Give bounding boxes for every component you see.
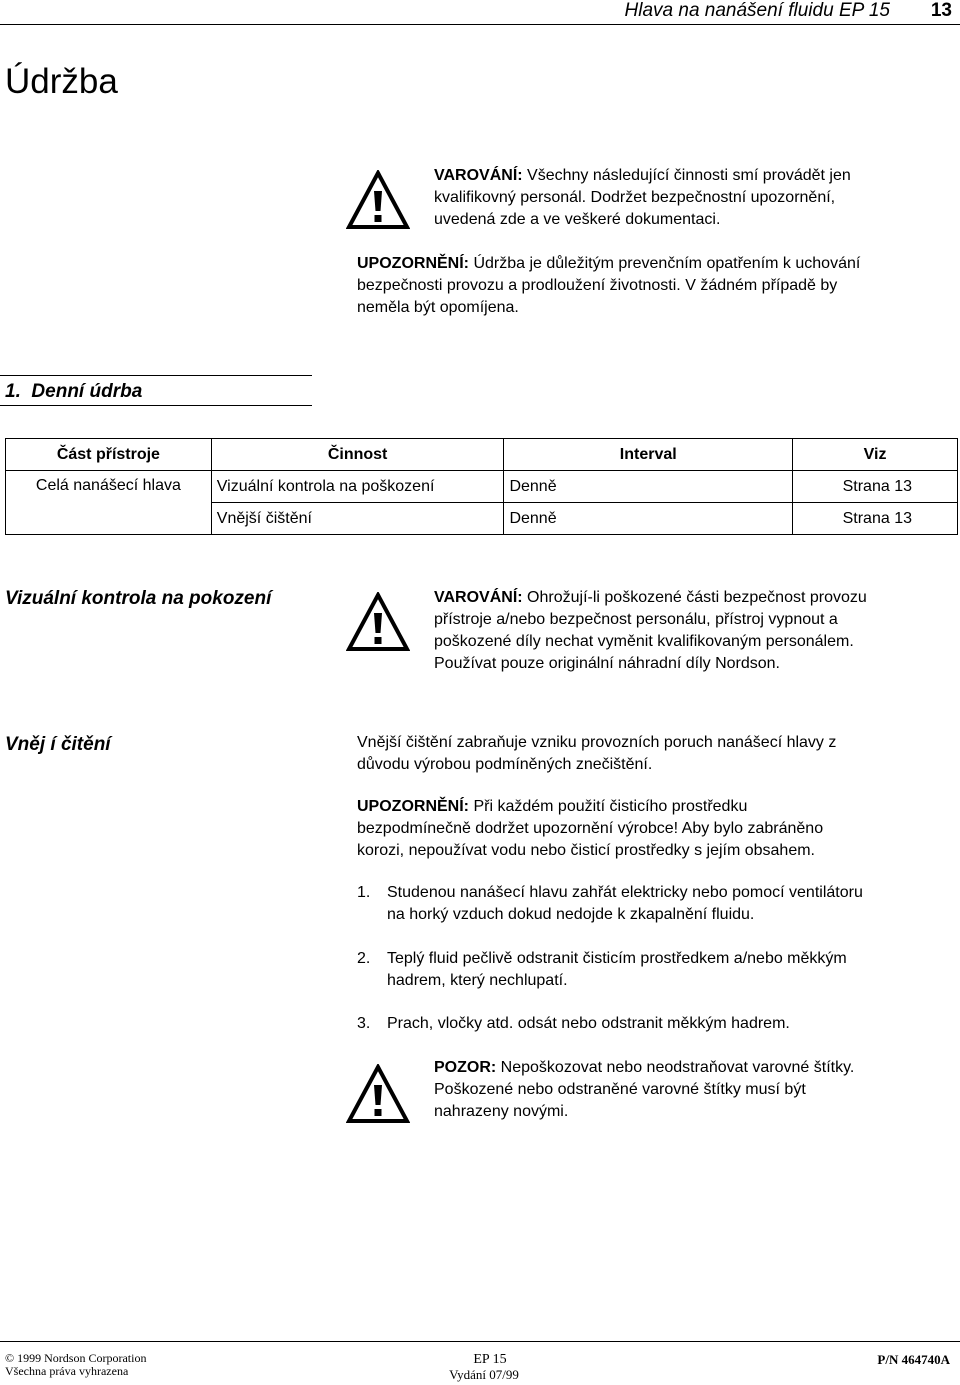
warning-triangle-icon xyxy=(346,592,410,652)
running-header-title: Hlava na nanášení fluidu EP 15 xyxy=(624,0,890,21)
footer-part-number: P/N 464740A xyxy=(877,1352,950,1367)
table-cell-activity: Vizuální kontrola na poškození xyxy=(211,471,504,503)
visual-check-warning-line: Ohrožují-li poškozené části bezpečnost provozu xyxy=(527,589,867,606)
visual-check-heading: Vizuální kontrola na pokození xyxy=(5,588,272,609)
visual-check-warning-text xyxy=(434,587,867,675)
step-line: Prach, vločky atd. odsát nebo odstranit měkkým hadrem. xyxy=(387,1015,790,1032)
step-line: Studenou nanášecí hlavu zahřát elektricky nebo pomocí ventilátoru xyxy=(387,884,863,901)
column-header: Činnost xyxy=(211,439,504,471)
step-line: Teplý fluid pečlivě odstranit čisticím prostředkem a/nebo měkkým xyxy=(387,950,847,967)
footer-left xyxy=(5,1352,146,1378)
external-cleaning-notice-label: UPOZORNĚNÍ: xyxy=(357,798,469,815)
step-number: 3. xyxy=(357,1015,371,1032)
table-row xyxy=(6,471,958,503)
list-item xyxy=(387,948,847,992)
warning-1-text xyxy=(434,165,851,231)
header-rule xyxy=(0,24,960,25)
page-title: Údržba xyxy=(5,62,118,101)
column-header: Interval xyxy=(504,439,793,471)
copyright-text: 1999 Nordson Corporation xyxy=(17,1351,147,1365)
footer-center xyxy=(449,1352,520,1382)
table-cell-activity: Vnější čištění xyxy=(211,503,504,535)
table-cell-interval: Denně xyxy=(504,471,793,503)
section-title: Denní údrba xyxy=(31,381,143,402)
visual-check-warning-line: poškozené díly nechat vyměnit kvalifikovaným personálem. xyxy=(434,633,854,650)
daily-maintenance-table xyxy=(5,438,958,535)
step-line: hadrem, který nechlupatí. xyxy=(387,972,568,989)
external-cleaning-heading: Vněj í čitění xyxy=(5,734,111,755)
warning-1-label: VAROVÁNÍ: xyxy=(434,167,523,184)
rights-text: Všechna práva vyhrazena xyxy=(5,1364,129,1378)
warning-triangle-icon xyxy=(346,170,410,230)
list-item xyxy=(387,882,863,926)
intro-line: Vnější čištění zabraňuje vzniku provozních poruch nanášecí hlavy z xyxy=(357,734,837,751)
external-cleaning-intro xyxy=(357,732,836,776)
caution-line: Nepoškozovat nebo neodstraňovat varovné štítky. xyxy=(500,1059,855,1076)
caution-label: POZOR: xyxy=(434,1059,497,1076)
intro-line: důvodu výrobou podmíněných znečištění. xyxy=(357,756,653,773)
step-number: 1. xyxy=(357,884,371,901)
warning-triangle-icon xyxy=(346,1064,410,1124)
notice-line: bezpodmínečně dodržet upozornění výrobce! Aby bylo zabráněno xyxy=(357,820,824,837)
caution-line: nahrazeny novými. xyxy=(434,1103,569,1120)
column-header: Viz xyxy=(793,439,958,471)
copyright-icon: © xyxy=(5,1351,15,1365)
section-heading xyxy=(5,380,142,404)
caution-line: Poškozené nebo odstraněné varovné štítky musí být xyxy=(434,1081,806,1098)
section-rule-top xyxy=(0,375,312,376)
warning-1-line: kvalifikovný personál. Dodržet bezpečnostní upozornění, xyxy=(434,189,836,206)
footer-rule xyxy=(0,1341,960,1342)
table-cell-ref: Strana 13 xyxy=(793,503,958,535)
notice-1-text xyxy=(357,253,860,319)
notice-line: korozi, nepoužívat vodu nebo čisticí prostředky s jejím obsahem. xyxy=(357,842,815,859)
footer-model: EP 15 xyxy=(473,1352,507,1367)
notice-1-line: Údržba je důležitým prevenčním opatřením k uchování xyxy=(473,255,861,272)
footer-edition: Vydání 07/99 xyxy=(449,1367,519,1382)
visual-check-warning-line: přístroje a/nebo bezpečnost personálu, přístroj vypnout a xyxy=(434,611,838,628)
table-cell-interval: Denně xyxy=(504,503,793,535)
visual-check-warning-line: Používat pouze originální náhradní díly Nordson. xyxy=(434,655,780,672)
warning-1-line: uvedená zde a ve veškeré dokumentaci. xyxy=(434,211,721,228)
table-header-row xyxy=(6,439,958,471)
warning-1-line: Všechny následující činnosti smí provádět jen xyxy=(527,167,851,184)
table-cell-ref: Strana 13 xyxy=(793,471,958,503)
notice-line: Při každém použití čisticího prostředku xyxy=(473,798,748,815)
external-cleaning-notice xyxy=(357,796,823,862)
caution-text xyxy=(434,1057,854,1123)
notice-1-line: neměla být opomíjena. xyxy=(357,299,519,316)
list-item xyxy=(387,1013,790,1035)
notice-1-line: bezpečnosti provozu a prodloužení životnosti. V žádném případě by xyxy=(357,277,838,294)
table-cell-part: Celá nanášecí hlava xyxy=(6,471,212,535)
visual-check-warning-label: VAROVÁNÍ: xyxy=(434,589,523,606)
step-number: 2. xyxy=(357,950,371,967)
step-line: na horký vzduch dokud nedojde k zkapalnění fluidu. xyxy=(387,906,755,923)
page-number: 13 xyxy=(930,0,952,21)
section-number: 1. xyxy=(5,381,21,402)
column-header: Část přístroje xyxy=(6,439,212,471)
notice-1-label: UPOZORNĚNÍ: xyxy=(357,255,469,272)
section-rule-bottom xyxy=(0,405,312,406)
